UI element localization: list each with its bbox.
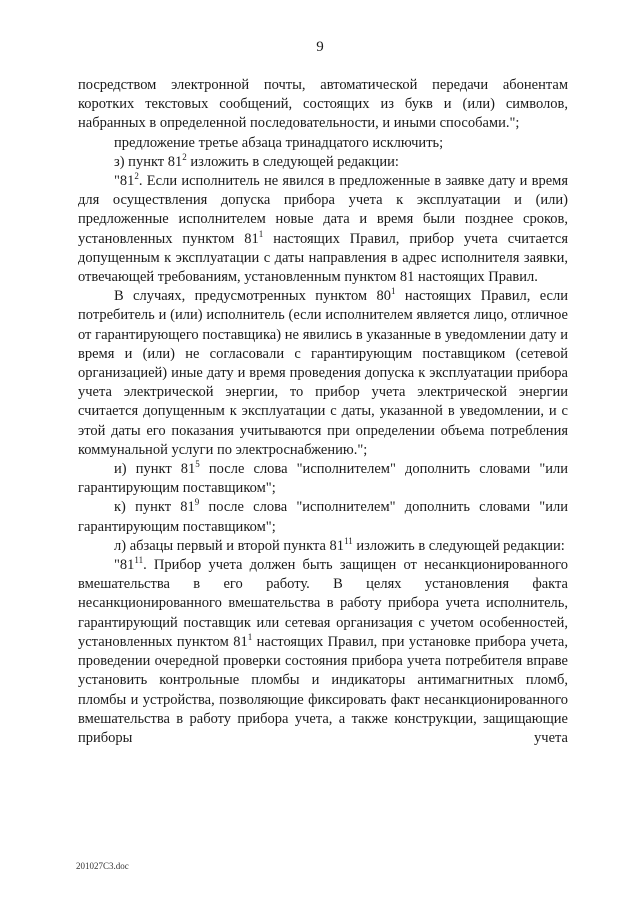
- paragraph-clause-81-2: "$81^2$. Если исполнитель не явился в предложенные в заявке дату и время для осуществления допуска прибора учета к эксплуатации и (или) предложенные исполнителем новые дата и время были позднее сроков, установленных пунктом $81^1$ настоящих Правил, прибор учета считается допущенным к эксплуатации с даты направления в адрес исполнителя заявки, отвечающей требованиям, установленным пунктом 81 настоящих Правил.: [78, 171, 569, 286]
- paragraph-clause-81-2-second: В случаях, предусмотренных пунктом $80^1$ настоящих Правил, если потребитель и (или) исполнитель (если исполнителем является лицо, отличное от гарантирующего поставщика) не явились в указанные в уведомлении дату и время и (или) не согласовали с гарантирующим поставщиком (сетевой организацией) иные дату и время проведения допуска к эксплуатации прибора учета электрической энергии, то прибор учета электрической энергии считается допущенным к эксплуатации с даты, указанной в уведомлении, и с этой даты его показания учитываются при определении объема потребления коммунальной услуги по электроснабжению.";: [78, 286, 568, 458]
- paragraph-amendment-l: л) абзацы первый и второй пункта $81^{11}$ изложить в следующей редакции:: [114, 536, 565, 554]
- paragraph-amendment-i: и) пункт $81^5$ после слова "исполнителем" дополнить словами "или гарантирующим поставщиком";: [78, 459, 568, 497]
- paragraph-clause-81-11: "$81^{11}$. Прибор учета должен быть защищен от несанкционированного вмешательства в его работу. В целях установления факта несанкционированного вмешательства в работу прибора учета исполнитель, гарантирующий поставщик или сетевая организация с учетом особенностей, установленных пунктом $81^1$ настоящих Правил, при установке прибора учета, проведении очередной проверки состояния прибора учета потребителя вправе установить контрольные пломбы и индикаторы антимагнитных пломб, пломбы и устройства, позволяющие фиксировать факт несанкционированного вмешательства в работу прибора учета, а также конструкции, защищающие приборы учета: [78, 555, 568, 746]
- paragraph-amendment-zh: предложение третье абзаца тринадцатого исключить;: [114, 134, 444, 151]
- page-number: 9: [316, 39, 324, 55]
- document-filename: 201027C3.doc: [76, 861, 129, 871]
- paragraph-amendment-z: з) пункт $81^2$ изложить в следующей редакции:: [114, 151, 399, 170]
- paragraph-continuation: посредством электронной почты, автоматической передачи абонентам коротких текстовых сообщений, состоящих из букв и (или) символов, набранных в определенной последовательности, и иными способами.";: [78, 77, 568, 132]
- document-body: [78, 76, 568, 748]
- paragraph-amendment-k: к) пункт $81^9$ после слова "исполнителем" дополнить словами "или гарантирующим поставщиком";: [78, 497, 568, 535]
